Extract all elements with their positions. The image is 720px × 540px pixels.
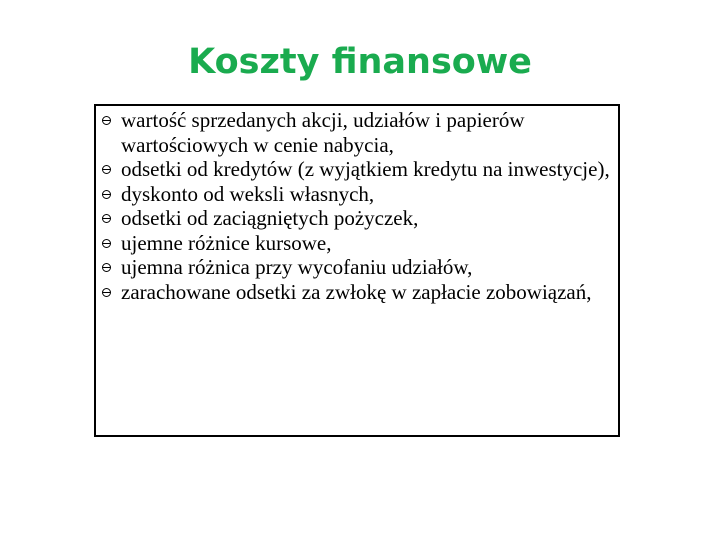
list-item-text: zarachowane odsetki za zwłokę w zapłacie zobowiązań,	[121, 279, 592, 304]
slide-title: Koszty finansowe	[188, 42, 532, 82]
list-item-text: ujemne różnice kursowe,	[121, 230, 332, 255]
list-item	[96, 157, 618, 182]
list-item	[96, 231, 618, 256]
content-box	[94, 104, 620, 437]
circle-bullet-icon	[102, 214, 111, 223]
list-item	[96, 182, 618, 207]
list-item-text: ujemna różnica przy wycofaniu udziałów,	[121, 255, 473, 279]
list-item	[96, 108, 618, 157]
list-item	[96, 255, 618, 280]
circle-bullet-icon	[102, 116, 111, 125]
list-item-text: odsetki od kredytów (z wyjątkiem kredytu na inwestycje),	[121, 157, 610, 181]
circle-bullet-icon	[102, 190, 111, 199]
list-item	[96, 280, 618, 305]
bullet-list	[96, 106, 618, 304]
list-item	[96, 206, 618, 231]
circle-bullet-icon	[102, 165, 111, 174]
circle-bullet-icon	[102, 288, 111, 297]
list-item-text: wartość sprzedanych akcji, udziałów i papierów wartościowych w cenie nabycia,	[121, 108, 525, 157]
list-item-text: odsetki od zaciągniętych pożyczek,	[121, 206, 419, 230]
circle-bullet-icon	[102, 239, 111, 248]
circle-bullet-icon	[102, 263, 111, 272]
list-item-text: dyskonto od weksli własnych,	[121, 181, 375, 206]
